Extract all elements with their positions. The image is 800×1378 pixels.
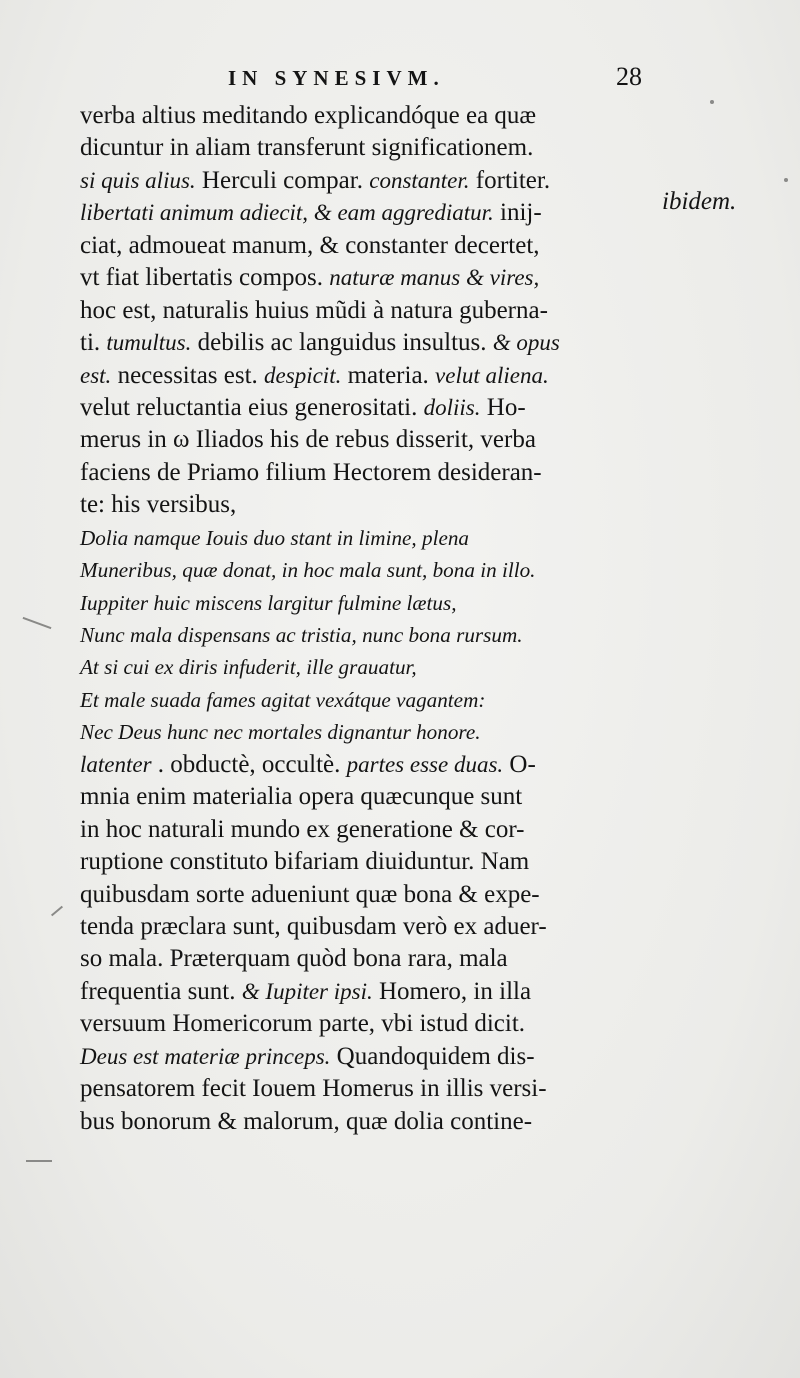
text-line	[80, 392, 650, 424]
text-line	[80, 587, 650, 619]
italic-segment: latenter	[80, 751, 152, 777]
text-segment: ciat, admoueat manum, & constanter decertet,	[80, 231, 540, 259]
italic-segment: libertati animum adiecit, & eam aggrediatur.	[80, 200, 494, 226]
text-line	[80, 716, 650, 748]
italic-segment: Deus est materiæ princeps.	[80, 1043, 331, 1069]
text-segment: dicuntur in aliam transferunt significationem.	[80, 134, 534, 162]
scan-mark	[710, 100, 714, 104]
text-segment: hoc est, naturalis huius mũdi à natura guberna-	[80, 296, 548, 324]
text-line	[80, 781, 650, 813]
text-line	[80, 165, 650, 197]
text-segment: Quandoquidem dis-	[330, 1042, 535, 1070]
text-segment: pensatorem fecit Iouem Homerus in illis versi-	[80, 1075, 547, 1103]
text-line	[80, 1041, 650, 1073]
text-line	[80, 1073, 650, 1105]
text-segment: Ho-	[480, 393, 526, 421]
text-line	[80, 814, 650, 846]
text-line	[80, 489, 650, 521]
text-segment: . obductè, occultè.	[151, 750, 347, 778]
text-segment: necessitas est.	[111, 361, 265, 389]
text-line	[80, 262, 650, 294]
page-header	[0, 60, 800, 100]
italic-segment: partes esse duas.	[346, 751, 504, 777]
text-segment: fortiter.	[469, 166, 551, 194]
text-line	[80, 100, 650, 132]
text-segment: vt fiat libertatis compos.	[80, 264, 330, 292]
italic-segment: Nec Deus hunc nec mortales dignantur honore.	[80, 720, 481, 745]
italic-segment: & opus	[492, 330, 560, 356]
text-segment: tenda præclara sunt, quibusdam verò ex aduer-	[80, 912, 547, 940]
text-line	[80, 1008, 650, 1040]
text-line	[80, 1106, 650, 1138]
text-segment: verba altius meditando explicandóque ea quæ	[80, 102, 537, 129]
italic-segment: naturæ manus & vires,	[329, 265, 540, 291]
italic-segment: velut aliena.	[435, 362, 549, 388]
text-segment: Herculi compar.	[195, 166, 370, 194]
text-segment: Homero, in illa	[372, 977, 532, 1005]
text-segment: faciens de Priamo filium Hectorem desideran-	[80, 458, 542, 486]
text-line	[80, 554, 650, 586]
text-line	[80, 943, 650, 975]
italic-segment: constanter.	[369, 167, 470, 193]
italic-segment: Nunc mala dispensans ac tristia, nunc bona rursum.	[80, 623, 523, 647]
scan-mark	[23, 617, 52, 629]
text-line	[80, 619, 650, 651]
italic-segment: & Iupiter ipsi.	[241, 978, 373, 1004]
italic-segment: doliis.	[423, 394, 481, 420]
text-line	[80, 879, 650, 911]
text-line	[80, 911, 650, 943]
italic-segment: Et male suada fames agitat vexátque vagantem:	[80, 687, 486, 712]
text-segment: debilis ac languidus insultus.	[191, 329, 493, 357]
text-segment: in hoc naturali mundo ex generatione & cor-	[80, 815, 525, 843]
text-segment: mnia enim materialia opera quæcunque sunt	[80, 783, 523, 811]
text-segment: ti.	[80, 329, 107, 357]
text-segment: velut reluctantia eius generositati.	[80, 393, 424, 421]
text-segment: versuum Homericorum parte, vbi istud dicit.	[80, 1010, 526, 1038]
text-line	[80, 197, 650, 229]
text-segment: O-	[503, 750, 536, 778]
scan-mark	[51, 906, 63, 917]
text-line	[80, 360, 650, 392]
italic-segment: est.	[80, 362, 112, 388]
text-segment: merus in ω Iliados his de rebus disserit, verba	[80, 426, 536, 454]
text-line	[80, 976, 650, 1008]
italic-segment: Muneribus, quæ donat, in hoc mala sunt, bona in illo.	[80, 558, 536, 583]
scan-mark	[784, 178, 788, 182]
text-segment: so mala. Præterquam quòd bona rara, mala	[80, 945, 508, 973]
page-number: 28	[616, 62, 642, 91]
text-line	[80, 522, 650, 554]
text-line	[80, 424, 650, 456]
text-segment: materia.	[341, 361, 436, 389]
text-line	[80, 230, 650, 262]
text-block	[80, 100, 650, 1138]
italic-segment: tumultus.	[106, 330, 192, 356]
text-segment: ruptione constituto bifariam diuiduntur. Nam	[80, 848, 530, 876]
italic-segment: Iuppiter huic miscens largitur fulmine lætus,	[80, 590, 457, 615]
scan-mark	[26, 1160, 52, 1162]
running-head: IN SYNESIVM.	[228, 66, 445, 90]
text-segment: bus bonorum & malorum, quæ dolia contine-	[80, 1107, 533, 1135]
text-segment: te: his versibus,	[80, 491, 237, 519]
text-line	[80, 295, 650, 327]
text-line	[80, 846, 650, 878]
text-line	[80, 749, 650, 781]
text-line	[80, 651, 650, 683]
italic-segment: despicit.	[264, 362, 342, 388]
text-line	[80, 327, 650, 359]
text-line	[80, 457, 650, 489]
margin-note: ibidem.	[662, 188, 737, 215]
text-line	[80, 684, 650, 716]
italic-segment: Dolia namque Iouis duo stant in limine, plena	[80, 525, 470, 550]
text-line	[80, 132, 650, 164]
text-segment: quibusdam sorte adueniunt quæ bona & expe-	[80, 880, 540, 908]
text-segment: inij-	[493, 199, 542, 227]
italic-segment: si quis alius.	[80, 167, 196, 193]
text-segment: frequentia sunt.	[80, 977, 242, 1005]
italic-segment: At si cui ex diris infuderit, ille grauatur,	[80, 655, 417, 680]
